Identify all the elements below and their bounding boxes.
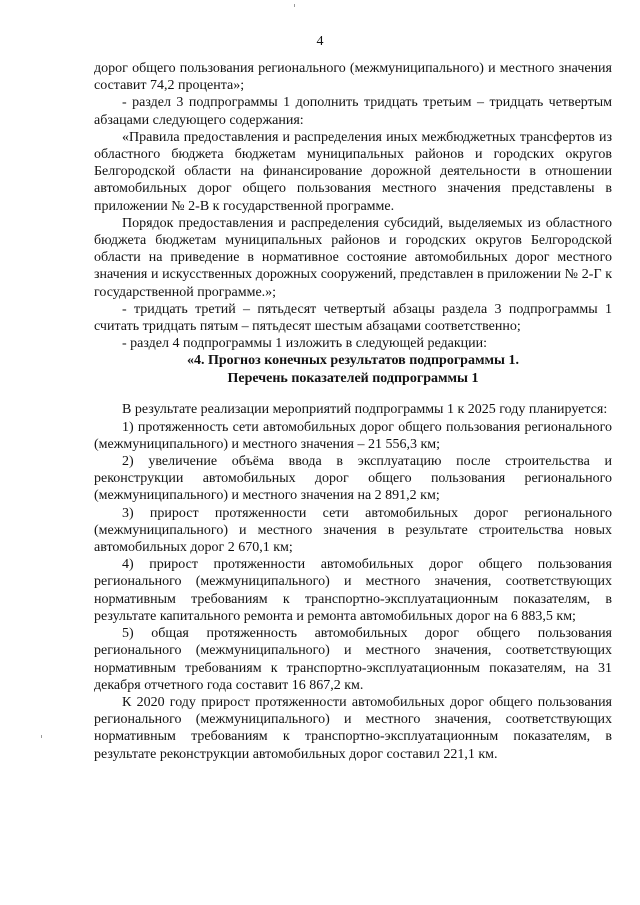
paragraph-subsidy-order: Порядок предоставления и распределения субсидий, выделяемых из областного бюджета бюджетам муниципальных районов и городских округов Белгородской области на приведение в нормативное состояние автомобильных дорог местного значения и искусственных дорожных сооружений, представлен в приложении № 2-Г к государственной программе.»; — [94, 215, 612, 300]
paragraph-renumbering: - тридцать третий – пятьдесят четвертый абзацы раздела 3 подпрограммы 1 считать тридцать пятым – пятьдесят шестым абзацами соответственно; — [94, 301, 612, 335]
paragraph-continuation: дорог общего пользования регионального (межмуниципального) и местного значения составит 74,2 процента»; — [94, 61, 612, 94]
list-item-5: 5) общая протяженность автомобильных дорог общего пользования регионального (межмуниципального) и местного значения, соответствующих нормативным требованиям к транспортно-эксплуатационным показателям, на 31 декабря отчетного года составит 16 867,2 км. — [94, 626, 612, 693]
paragraph-2020-results: К 2020 году прирост протяженности автомобильных дорог общего пользования регионального (межмуниципального) и местного значения, соответствующих нормативным требованиям к транспортно-эксплуатационным показателям, в результате реконструкции автомобильных дорог составил 221,1 км. — [94, 694, 612, 762]
scan-mark — [294, 4, 295, 7]
list-item-2: 2) увеличение объёма ввода в эксплуатацию после строительства и реконструкции автомобильных дорог общего пользования регионального (межмуниципального) и местного значения на 2 891,2 км; — [94, 454, 612, 504]
paragraph-planned-results: В результате реализации мероприятий подпрограммы 1 к 2025 году планируется: — [122, 402, 608, 418]
paragraph-section-4-intro: - раздел 4 подпрограммы 1 изложить в следующей редакции: — [122, 336, 488, 352]
paragraph-section-3-addition: - раздел 3 подпрограммы 1 дополнить тридцать третьим – тридцать четвертым абзацами следующего содержания: — [94, 95, 612, 128]
document-body — [94, 60, 612, 763]
page-number: 4 — [316, 34, 324, 49]
list-item-4: 4) прирост протяженности автомобильных дорог общего пользования регионального (межмуниципального) и местного значения, соответствующих нормативным требованиям к транспортно-эксплуатационным показателям, в результате капитального ремонта и ремонта автомобильных дорог на 6 883,5 км; — [94, 557, 612, 624]
list-item-1: 1) протяженность сети автомобильных дорог общего пользования регионального (межмуниципального) и местного значения – 21 556,3 км; — [94, 419, 612, 452]
scan-mark — [41, 735, 42, 738]
list-item-3: 3) прирост протяженности сети автомобильных дорог регионального (межмуниципального) и местного значения в результате строительства новых автомобильных дорог 2 670,1 км; — [94, 505, 612, 556]
section-heading-subtitle: Перечень показателей подпрограммы 1 — [227, 371, 479, 387]
paragraph-rules-transfers: «Правила предоставления и распределения иных межбюджетных трансфертов из областного бюджета бюджетам муниципальных районов и городских округов Белгородской области на финансирование дорожной деятельности в отношении автомобильных дорог общего пользования местного значения представлены в приложении № 2-В к государственной программе. — [94, 129, 612, 214]
section-heading-title: «4. Прогноз конечных результатов подпрограммы 1. — [187, 353, 519, 369]
